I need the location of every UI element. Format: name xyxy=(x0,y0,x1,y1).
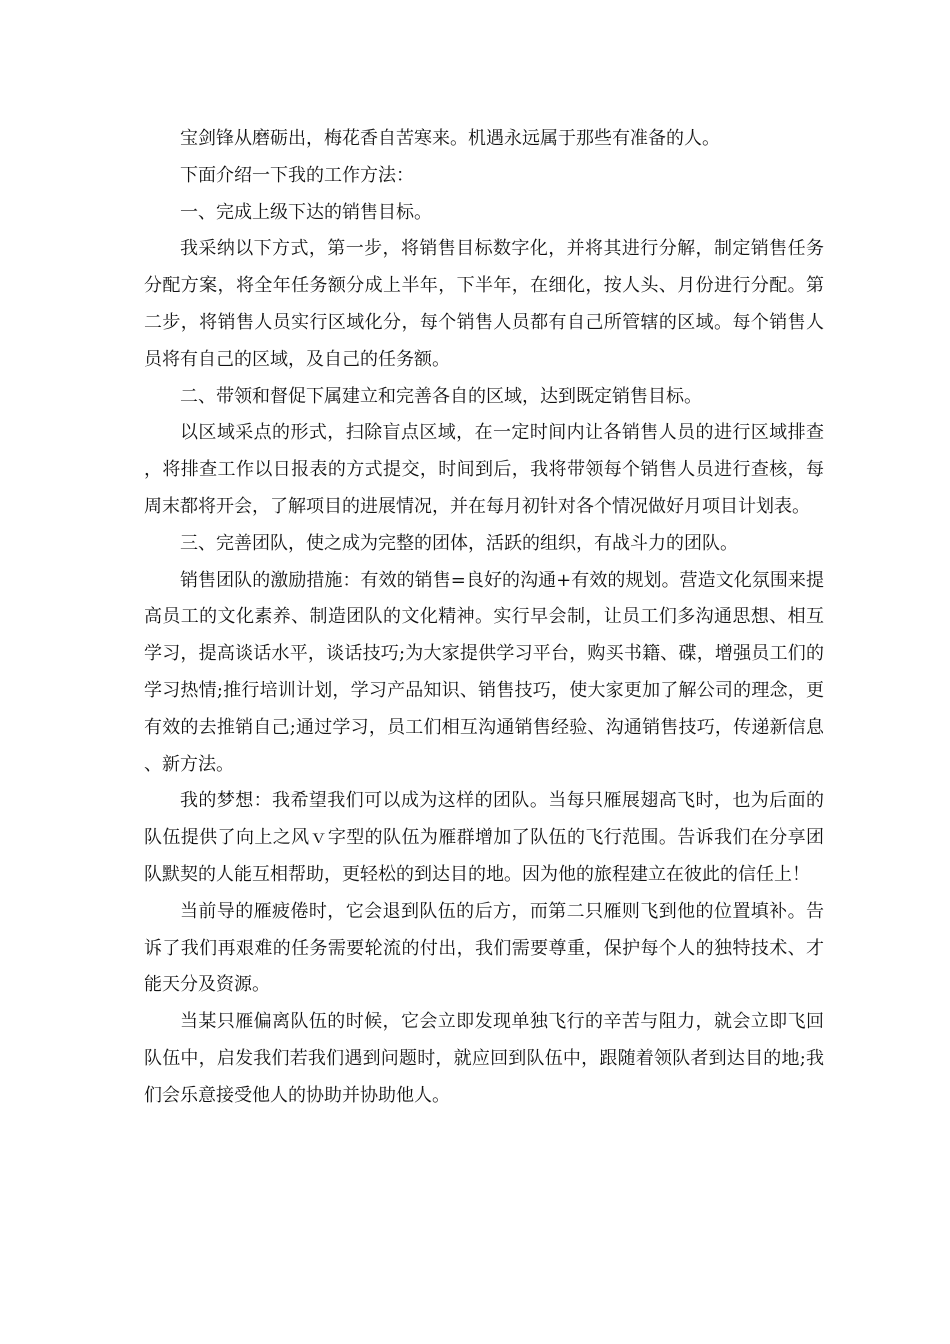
paragraph-incentive-measures: 销售团队的激励措施：有效的销售=良好的沟通+有效的规划。营造文化氛围来提高员工的文化素养、制造团队的文化精神。实行早会制，让员工们多沟通思想、相互学习，提高谈话水平，谈话技巧;为大家提供学习平台，购买书籍、碟，增强员工们的学习热情;推行培训计划，学习产品知识、销售技巧，使大家更加了解公司的理念，更有效的去推销自己;通过学习，员工们相互沟通销售经验、沟通销售技巧，传递新信息、新方法。 xyxy=(144,569,824,775)
paragraph-section-three-heading: 三、完善团队，使之成为完整的团体，活跃的组织，有战斗力的团队。 xyxy=(180,532,738,554)
paragraph-methods-heading: 下面介绍一下我的工作方法： xyxy=(180,164,414,186)
paragraph-stray-goose: 当某只雁偏离队伍的时候，它会立即发现单独飞行的辛苦与阻力，就会立即飞回队伍中，启发我们若我们遇到问题时，就应回到队伍中，跟随着领队者到达目的地;我们会乐意接受他人的协助并协助他人。 xyxy=(144,1011,824,1106)
paragraph-my-dream: 我的梦想：我希望我们可以成为这样的团队。当每只雁展翅高飞时，也为后面的队伍提供了向上之风ｖ字型的队伍为雁群增加了队伍的飞行范围。告诉我们在分享团队默契的人能互相帮助，更轻松的到达目的地。因为他的旅程建立在彼此的信任上！ xyxy=(144,790,824,885)
paragraph-section-one-heading: 一、完成上级下达的销售目标。 xyxy=(180,201,432,223)
paragraph-intro-quote: 宝剑锋从磨砺出，梅花香自苦寒来。机遇永远属于那些有准备的人。 xyxy=(180,128,720,149)
paragraph-section-two-body: 以区域采点的形式，扫除盲点区域，在一定时间内让各销售人员的进行区域排查，将排查工作以日报表的方式提交，时间到后，我将带领每个销售人员进行查核，每周末都将开会，了解项目的进展情况，并在每月初针对各个情况做好月项目计划表。 xyxy=(144,422,824,517)
paragraph-section-one-body: 我采纳以下方式，第一步，将销售目标数字化，并将其进行分解，制定销售任务分配方案，将全年任务额分成上半年，下半年，在细化，按人头、月份进行分配。第二步，将销售人员实行区域化分，每个销售人员都有自己所管辖的区域。每个销售人员将有自己的区域，及自己的任务额。 xyxy=(144,238,824,370)
paragraph-lead-goose: 当前导的雁疲倦时，它会退到队伍的后方，而第二只雁则飞到他的位置填补。告诉了我们再艰难的任务需要轮流的付出，我们需要尊重，保护每个人的独特技术、才能天分及资源。 xyxy=(144,900,824,996)
document-body xyxy=(144,121,824,1115)
paragraph-section-two-heading: 二、带领和督促下属建立和完善各自的区域，达到既定销售目标。 xyxy=(180,385,702,407)
